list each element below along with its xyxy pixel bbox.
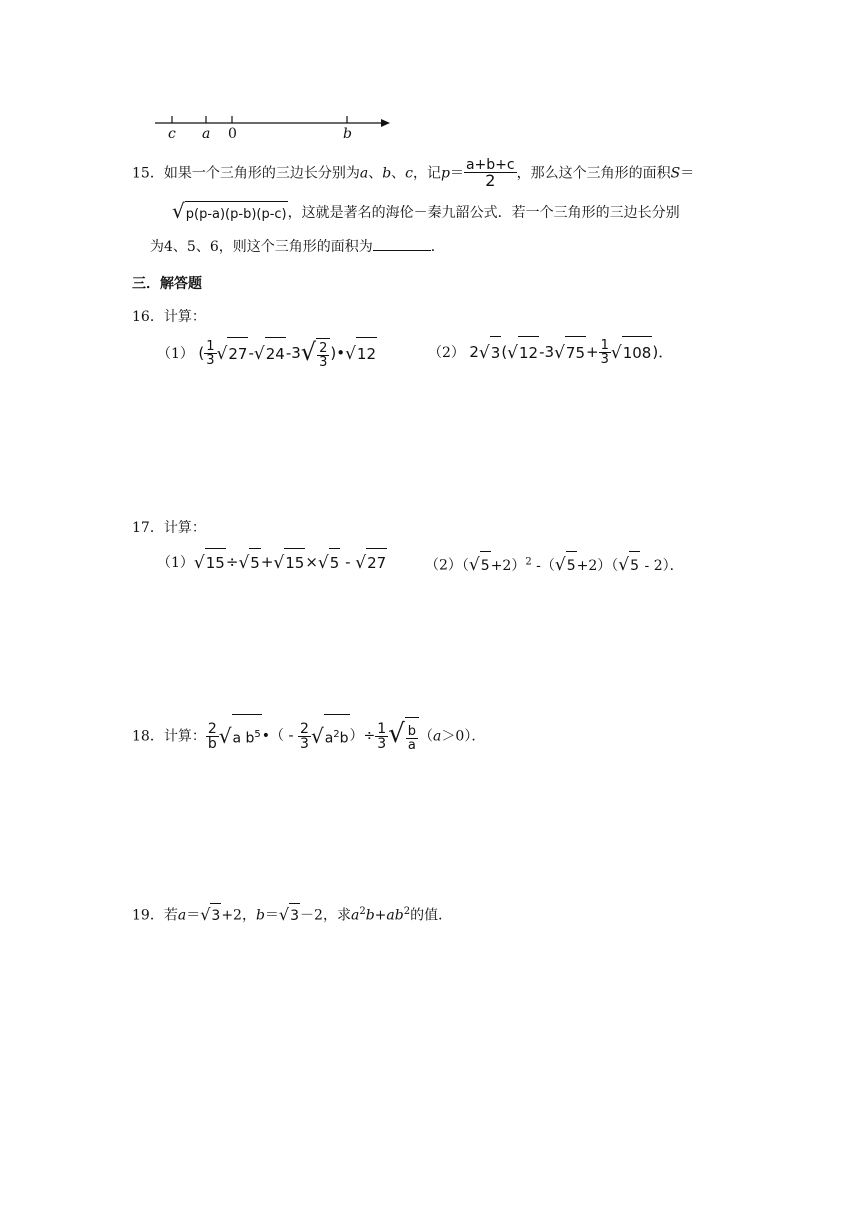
q15-var-p: p [441,165,450,182]
q19-sqrt3-a: √3 [200,903,221,928]
q18-cond-var: a [433,728,442,745]
q19-sup1: 2 [359,906,366,917]
q16-p1-label: （1） [157,346,194,362]
q19-expr-a: a [350,907,360,924]
q15-fraction [464,158,517,189]
q19-line [132,900,452,928]
q19-eq2: ＝ [264,907,279,924]
number-line-label-b: b [343,126,352,142]
number-line-label-0: 0 [228,126,237,142]
q17-p2-label: （2） [425,557,462,574]
q19-eq1: ＝ [186,907,201,924]
number-line-label-a: a [202,126,211,142]
q15-text5: 为4、5、6，则这个三角形的面积为 [150,239,373,255]
q15-eq2: ＝ [680,165,695,182]
q17-p2-expr: $(√5+2)^2$ -（√5+2）（√5 - 2）． [462,558,684,574]
q15-text2: ，记 [413,165,441,182]
q18-cond-rest: ＞0）． [441,728,486,745]
q16-p1-expr: ( $\frac{1}{3}$ √27-√24-3√ $\frac{2}{3}$ )•√12 [198,338,376,370]
q16-p2-expr: 2√3(√12-3√75+ $\frac{1}{3}$ √108)． [469,338,674,367]
q17-part2 [425,548,684,580]
q19-text2: 的值． [410,907,453,924]
q15-line2 [172,198,680,228]
q15-answer-blank [373,238,431,251]
q15-var-S: S [670,165,681,182]
q18-cond-open: （ [419,728,434,745]
q19-val-b: －2，求 [300,907,351,924]
q15-text3: ，那么这个三角形的面积 [516,165,671,182]
q19-var-a: a [177,907,187,924]
q18-number: 18．计算： [132,728,206,745]
q15-var-c: c [405,165,413,182]
q17-part1 [157,548,387,577]
q16-number: 16．计算： [132,309,206,325]
number-line-label-c: c [168,126,176,142]
q15-number: 15． [132,165,164,182]
q15-var-b: b [382,165,392,182]
q19-var-b: b [255,907,265,924]
q15-var-a: a [359,165,369,182]
q15-line3 [150,235,445,259]
q19-sup2: 2 [403,906,411,917]
q15-sep2: 、 [391,165,406,182]
q19-number: 19． [132,907,164,924]
q19-val-a: +2， [221,907,256,924]
q15-sep1: 、 [368,165,383,182]
q19-text1: 若 [163,907,178,924]
q16-p2-label: （2） [428,345,465,361]
q15-frac-num: a+b+c [465,157,515,173]
q19-expr-b: b+ab [365,907,404,924]
q17-number: 17．计算： [132,520,206,536]
q15-radicand: p(p-a)(p-b)(p-c) [185,201,288,228]
q17-p1-label: （1） [157,555,194,571]
q18-line [132,714,485,759]
q15-frac-den: 2 [485,171,496,190]
q16-part1 [157,336,377,371]
q15-radical: √p(p-a)(p-b)(p-c) [172,198,288,228]
q15-line1 [132,158,694,189]
q15-eq: ＝ [449,165,464,182]
q16-part2 [428,336,673,369]
q15-text4: ，这就是著名的海伦－秦九韶公式．若一个三角形的三边长分别 [287,205,680,221]
number-line [150,110,400,144]
q19-sqrt3-b: √3 [279,903,300,928]
section-title: 三．解答题 [132,276,202,292]
q15-text6: ． [430,239,445,255]
q16-p1-frac: $\frac{1}{3}$ [206,339,215,368]
q15-text1: 如果一个三角形的三边长分别为 [163,165,360,182]
q17-p1-expr: √15÷√5+√15×√5 - √27 [194,553,387,571]
q18-expr: $\frac{2}{b}$ √a $b^5•$（ - $\frac{2}{3}$ $√a^2b)\div$ $\frac{1}{3}$ √ $\frac{b}{a}$ [206,728,419,744]
